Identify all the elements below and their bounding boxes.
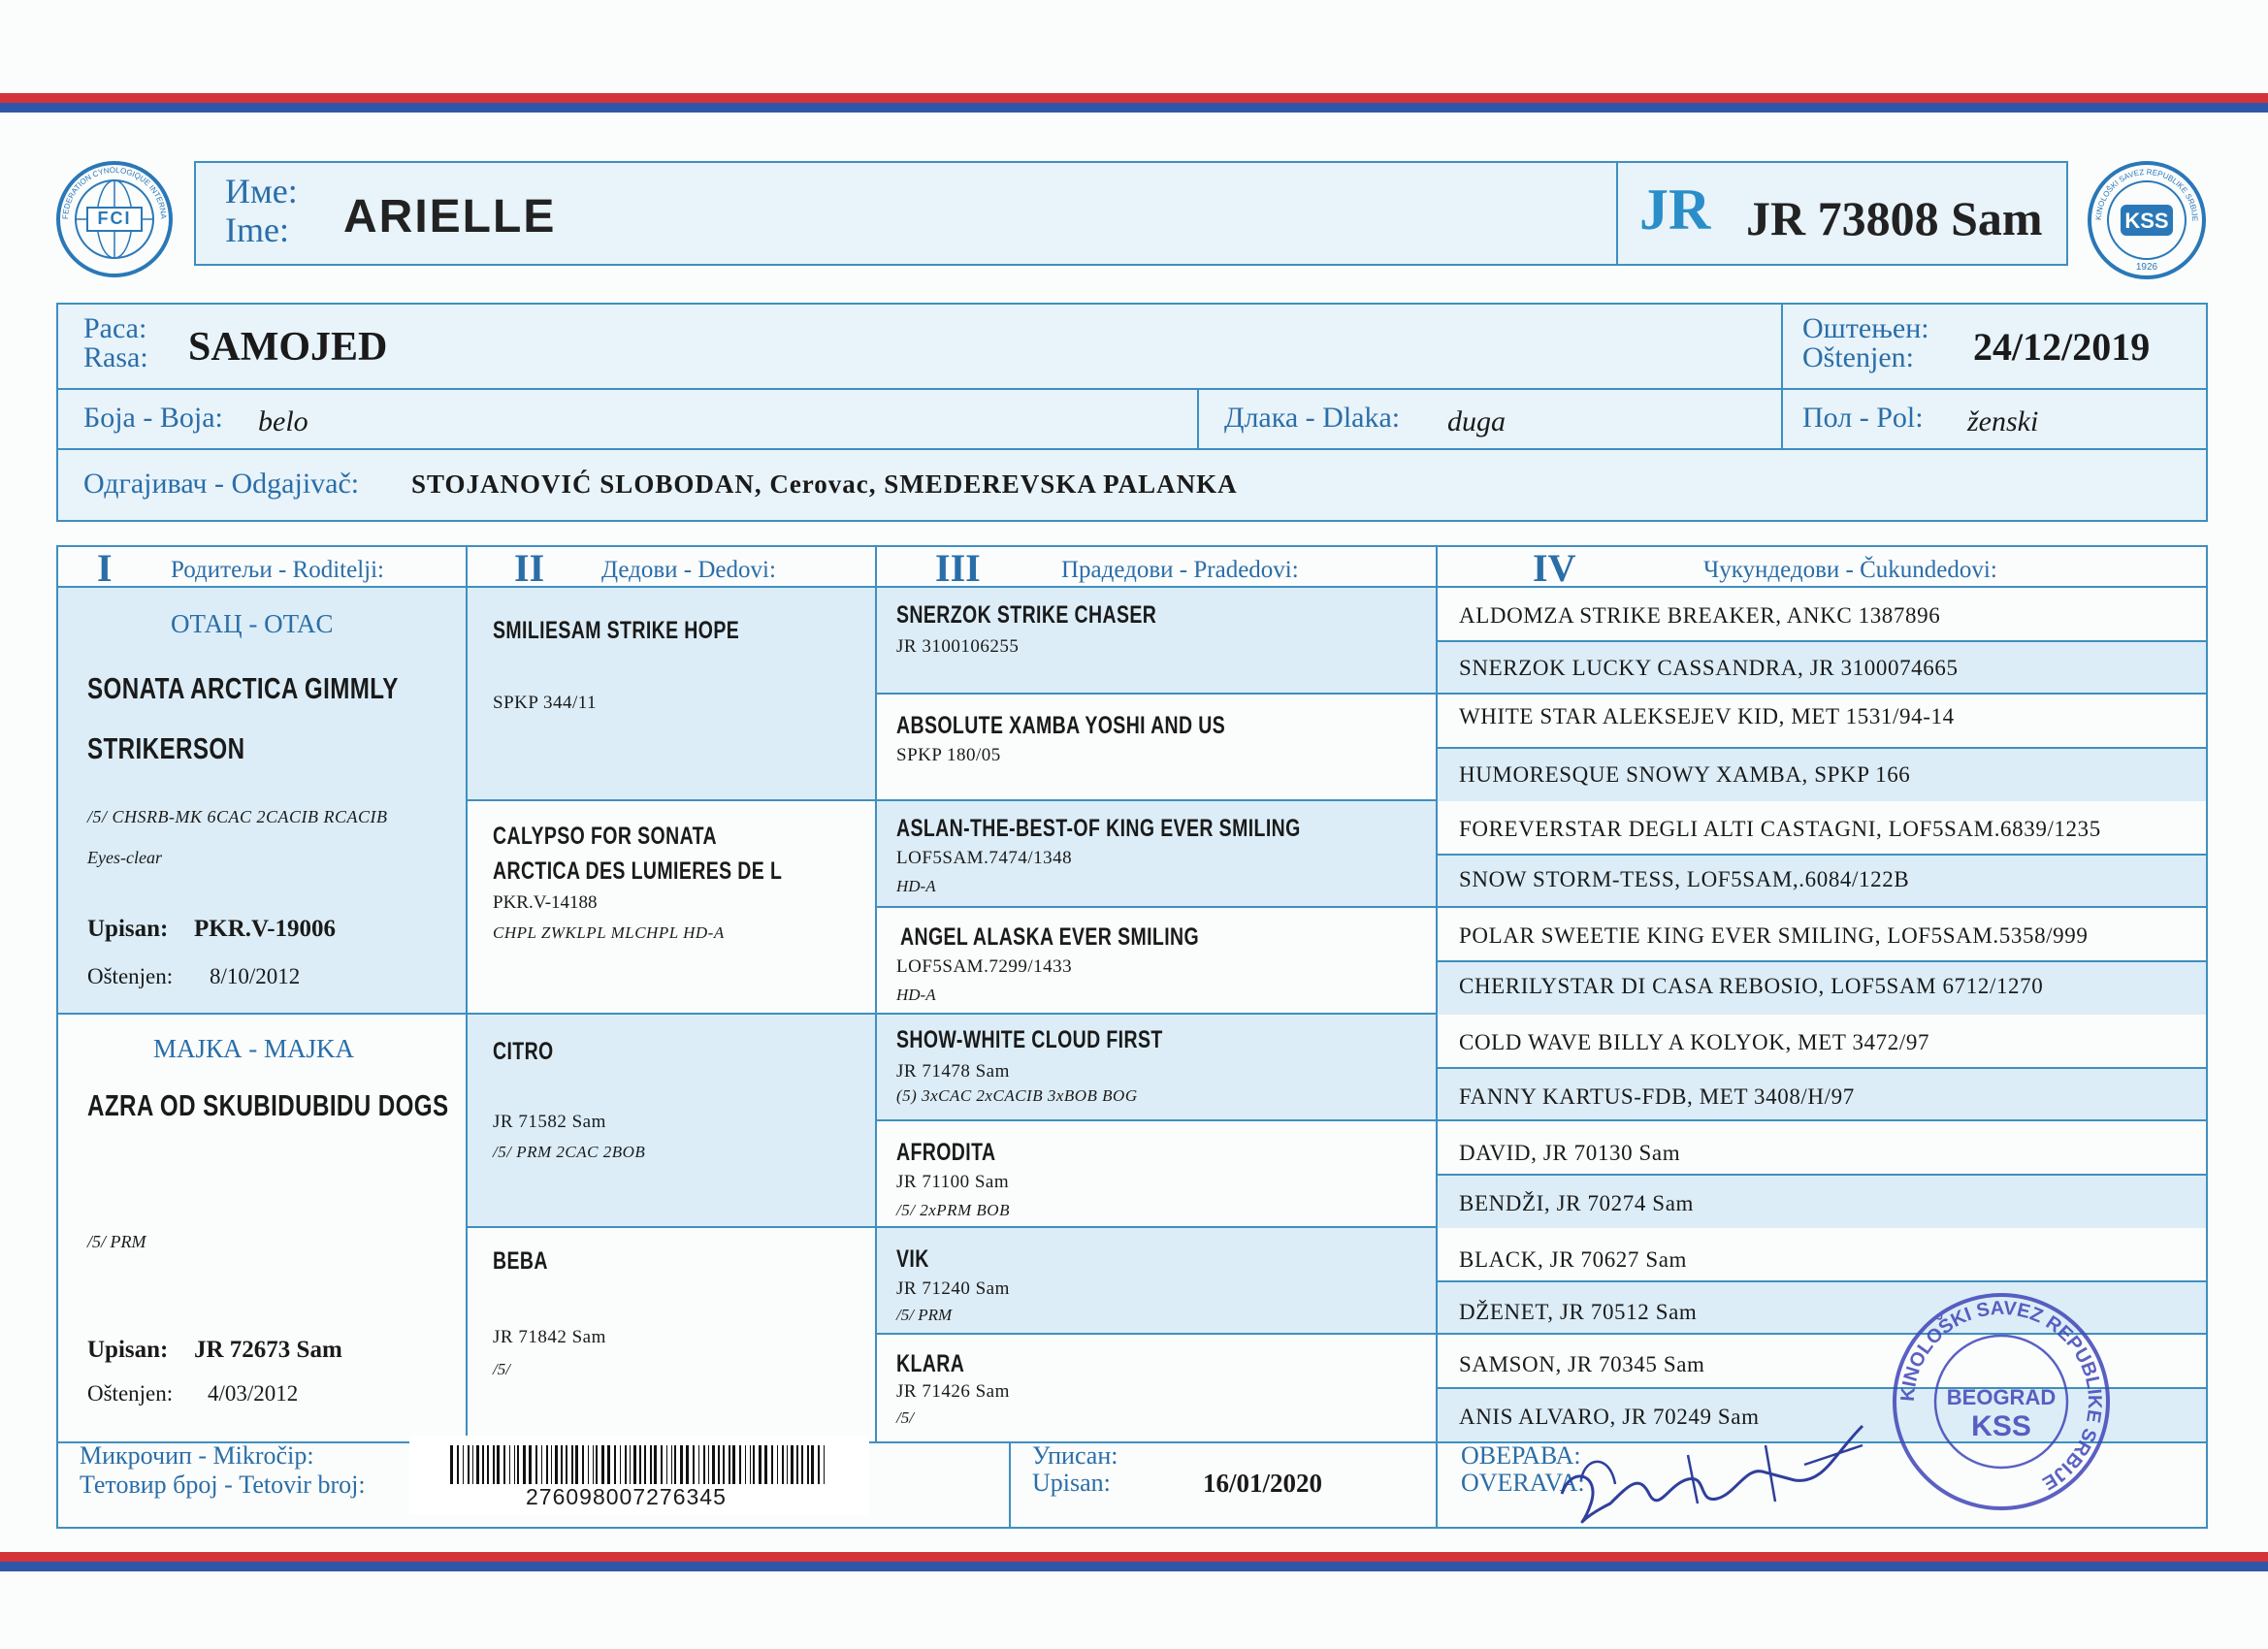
- g2-3-titles: /5/ PRM 2CAC 2BOB: [493, 1143, 646, 1161]
- sire-reg: PKR.V-19006: [194, 916, 337, 942]
- g3-4-titles: HD-A: [896, 986, 936, 1004]
- g3-divider-3: [875, 906, 2208, 908]
- barcode-bar: [753, 1445, 755, 1484]
- barcode-bar: [666, 1445, 667, 1484]
- g2-2-name-line2: ARCTICA DES LUMIERES DE L: [493, 857, 783, 885]
- g4-divider-7: [1436, 1280, 2208, 1282]
- barcode-bar: [654, 1445, 657, 1484]
- barcode-bar: [555, 1445, 558, 1484]
- sire-name-line1: SONATA ARCTICA GIMMLY: [87, 671, 399, 705]
- tattoo-label: Тетовир број - Tetovir broj:: [80, 1471, 366, 1499]
- barcode-bar: [764, 1445, 767, 1484]
- g4-divider-3: [1436, 854, 2208, 856]
- g4-11: DAVID, JR 70130 Sam: [1459, 1141, 1681, 1165]
- barcode-bar: [739, 1445, 741, 1484]
- barcode-bar: [824, 1445, 825, 1484]
- upisan-date: 16/01/2020: [1203, 1469, 1323, 1498]
- barcode-bar: [759, 1445, 761, 1484]
- name-label-lat: Ime:: [225, 210, 289, 249]
- barcode-bar: [582, 1445, 584, 1484]
- dam-reg: JR 72673 Sam: [194, 1337, 342, 1363]
- g2-1-reg: SPKP 344/11: [493, 693, 598, 713]
- barcode-bar: [732, 1445, 735, 1484]
- col1-label: Родитељи - Roditelji:: [171, 557, 385, 583]
- barcode-bar: [541, 1445, 542, 1484]
- g4-1: ALDOMZA STRIKE BREAKER, ANKC 1387896: [1459, 603, 1941, 628]
- g4-3: WHITE STAR ALEKSEJEV KID, MET 1531/94-14: [1459, 704, 1955, 728]
- info-row-line-1: [56, 388, 2208, 390]
- dam-titles: /5/ PRM: [87, 1232, 146, 1251]
- g4-divider-2: [1436, 747, 2208, 749]
- col-divider-2: [875, 545, 877, 1441]
- barcode-bar: [472, 1445, 473, 1484]
- overava-label-lat: OVERAVA:: [1461, 1469, 1585, 1497]
- barcode-bar: [620, 1445, 621, 1484]
- barcode-bar: [818, 1445, 820, 1484]
- sire-role: ОТАЦ - OTAC: [171, 609, 334, 638]
- barcode-bar: [575, 1445, 578, 1484]
- upisan-label-lat: Upisan:: [1032, 1469, 1111, 1497]
- g4-10: FANNY KARTUS-FDB, MET 3408/H/97: [1459, 1084, 1855, 1109]
- barcode-bar: [796, 1445, 798, 1484]
- col3-label: Прадедови - Pradedovi:: [1061, 557, 1299, 583]
- barcode-bar: [745, 1445, 746, 1484]
- bottom-stripe-blue: [0, 1562, 2268, 1571]
- barcode-bar: [807, 1445, 809, 1484]
- col3-num: III: [935, 546, 981, 590]
- g4-divider-4: [1436, 960, 2208, 962]
- g4-16: ANIS ALVARO, JR 70249 Sam: [1459, 1405, 1760, 1429]
- g2-4-name: BEBA: [493, 1247, 548, 1275]
- col-divider-1: [466, 545, 468, 1441]
- name-box-divider: [1616, 161, 1618, 266]
- g3-4-name: ANGEL ALASKA EVER SMILING: [900, 923, 1200, 951]
- barcode-bar: [551, 1445, 552, 1484]
- g3-7-titles: /5/ PRM: [896, 1306, 953, 1324]
- barcode-bar: [625, 1445, 627, 1484]
- col4-label: Чукундедови - Čukundedovi:: [1703, 557, 1997, 583]
- stamp-center: KSS: [1971, 1410, 2031, 1442]
- barcode-bar: [801, 1445, 803, 1484]
- barcode-bar: [693, 1445, 695, 1484]
- g3-3-titles: HD-A: [896, 877, 936, 895]
- barcode-bar: [514, 1445, 515, 1484]
- g4-6: SNOW STORM-TESS, LOF5SAM,.6084/122B: [1459, 867, 1910, 891]
- g2-divider-1: [466, 799, 1436, 801]
- col4-num: IV: [1533, 546, 1576, 590]
- barcode-bar: [497, 1445, 500, 1484]
- g4-divider-1: [1436, 640, 2208, 642]
- g3-7-reg: JR 71240 Sam: [896, 1278, 1010, 1299]
- breed-value: SAMOJED: [188, 325, 388, 370]
- barcode-bar: [639, 1445, 641, 1484]
- dam-born-label: Oštenjen:: [87, 1381, 174, 1406]
- dam-born: 4/03/2012: [208, 1381, 299, 1406]
- barcode: [409, 1436, 869, 1515]
- barcode-bar: [503, 1445, 505, 1484]
- g2-3-reg: JR 71582 Sam: [493, 1112, 606, 1132]
- sire-reg-label: Upisan:: [87, 916, 169, 942]
- pedigree-header-line: [56, 586, 2208, 588]
- barcode-bar: [650, 1445, 652, 1484]
- barcode-bar: [593, 1445, 594, 1484]
- g3-divider-5: [875, 1119, 2208, 1121]
- g3-7-name: VIK: [896, 1245, 929, 1273]
- info-coat-divider: [1197, 388, 1199, 448]
- g3-6-reg: JR 71100 Sam: [896, 1172, 1010, 1192]
- barcode-bar: [523, 1445, 526, 1484]
- sire-health: Eyes-clear: [87, 848, 162, 867]
- stamp-ring-text: KINOLOŠKI SAVEZ REPUBLIKE SRBIJE: [1896, 1297, 2106, 1494]
- col2-num: II: [514, 546, 545, 590]
- barcode-bar: [468, 1445, 470, 1484]
- top-stripe-blue: [0, 103, 2268, 113]
- sire-born-label: Oštenjen:: [87, 964, 174, 988]
- g3-1-reg: JR 3100106255: [896, 636, 1020, 657]
- breed-label-lat: Rasa:: [83, 341, 148, 373]
- signature: [1542, 1387, 1911, 1542]
- g3-3-name: ASLAN-THE-BEST-OF KING EVER SMILING: [896, 815, 1301, 842]
- barcode-bar: [723, 1445, 725, 1484]
- barcode-bar: [680, 1445, 683, 1484]
- g3-4-reg: LOF5SAM.7299/1433: [896, 956, 1073, 977]
- g4-2: SNERZOK LUCKY CASSANDRA, JR 3100074665: [1459, 656, 1959, 680]
- g4-4: HUMORESQUE SNOWY XAMBA, SPKP 166: [1459, 762, 1911, 787]
- fci-ring-text: FEDERATION CYNOLOGIQUE INTERNA: [60, 165, 169, 220]
- barcode-bar: [644, 1445, 646, 1484]
- upisan-label-cyr: Уписан:: [1032, 1441, 1118, 1470]
- coat-label: Длака - Dlaka:: [1224, 402, 1401, 434]
- barcode-bar: [712, 1445, 715, 1484]
- g3-3-reg: LOF5SAM.7474/1348: [896, 848, 1073, 868]
- barcode-bar: [750, 1445, 751, 1484]
- barcode-bar: [457, 1445, 459, 1484]
- barcode-bar: [588, 1445, 589, 1484]
- breeder-label: Одгајивач - Odgajivač:: [83, 468, 360, 500]
- g4-8: CHERILYSTAR DI CASA REBOSIO, LOF5SAM 6712/1270: [1459, 974, 2044, 998]
- barcode-bar: [633, 1445, 636, 1484]
- g3-2-name: ABSOLUTE XAMBA YOSHI AND US: [896, 712, 1226, 739]
- breeder-value: STOJANOVIĆ SLOBODAN, Cerovac, SMEDEREVSKA PALANKA: [411, 469, 1238, 499]
- overava-label-cyr: ОВЕРАВА:: [1461, 1441, 1581, 1470]
- barcode-bar: [729, 1445, 730, 1484]
- g2-2-titles: CHPL ZWKLPL MLCHPL HD-A: [493, 923, 725, 942]
- stamp-city: BEOGRAD: [1946, 1385, 2057, 1409]
- footer-divider: [1009, 1441, 1011, 1529]
- barcode-bar: [566, 1445, 567, 1484]
- barcode-bar: [476, 1445, 479, 1484]
- barcode-bar: [777, 1445, 778, 1484]
- color-value: belo: [258, 405, 308, 437]
- sire-name-line2: STRIKERSON: [87, 731, 245, 765]
- g2-1-name: SMILIESAM STRIKE HOPE: [493, 617, 740, 644]
- barcode-bar: [698, 1445, 699, 1484]
- barcode-bar: [509, 1445, 510, 1484]
- g2-divider-3: [466, 1226, 1436, 1228]
- barcode-bar: [686, 1445, 689, 1484]
- g4-5: FOREVERSTAR DEGLI ALTI CASTAGNI, LOF5SAM.6839/1235: [1459, 817, 2101, 841]
- sex-value: ženski: [1967, 405, 2039, 437]
- dam-reg-label: Upisan:: [87, 1337, 169, 1363]
- barcode-bar: [535, 1445, 537, 1484]
- barcode-bar: [493, 1445, 495, 1484]
- g2-2-reg: PKR.V-14188: [493, 892, 598, 913]
- reg-number: JR 73808 Sam: [1746, 191, 2043, 245]
- g3-5-reg: JR 71478 Sam: [896, 1061, 1010, 1082]
- kss-stamp: [1890, 1290, 2113, 1513]
- g3-2-reg: SPKP 180/05: [896, 745, 1001, 765]
- barcode-bar: [529, 1445, 532, 1484]
- g3-8-name: KLARA: [896, 1350, 965, 1377]
- born-label-lat: Oštenjen:: [1802, 341, 1914, 373]
- g4-14: DŽENET, JR 70512 Sam: [1459, 1300, 1698, 1324]
- sex-label: Пол - Pol:: [1802, 402, 1924, 434]
- barcode-bar: [708, 1445, 709, 1484]
- sire-titles: /5/ CHSRB-MK 6CAC 2CACIB RCACIB: [87, 807, 388, 826]
- kss-year: 1926: [2135, 262, 2158, 273]
- g4-9: COLD WAVE BILLY A KOLYOK, MET 3472/97: [1459, 1030, 1930, 1054]
- g3-6-name: AFRODITA: [896, 1139, 996, 1166]
- chip-label: Микрочип - Mikročip:: [80, 1441, 314, 1470]
- bottom-stripe-red: [0, 1552, 2268, 1562]
- barcode-bar: [463, 1445, 464, 1484]
- breed-label-cyr: Раса:: [83, 312, 147, 344]
- g4-divider-5: [1436, 1067, 2208, 1069]
- barcode-bar: [811, 1445, 814, 1484]
- fci-logo: [54, 159, 175, 279]
- g4-15: SAMSON, JR 70345 Sam: [1459, 1352, 1705, 1376]
- g3-6-titles: /5/ 2xPRM BOB: [896, 1201, 1010, 1219]
- barcode-bar: [571, 1445, 573, 1484]
- name-label-cyr: Име:: [225, 172, 298, 210]
- g3-5-name: SHOW-WHITE CLOUD FIRST: [896, 1026, 1163, 1053]
- barcode-bar: [782, 1445, 784, 1484]
- g4-7: POLAR SWEETIE KING EVER SMILING, LOF5SAM.5358/999: [1459, 923, 2089, 948]
- fci-logo-text: FCI: [97, 209, 132, 228]
- barcode-bar: [674, 1445, 676, 1484]
- barcode-bar: [450, 1445, 453, 1484]
- top-stripe-red: [0, 93, 2268, 103]
- barcode-bar: [630, 1445, 631, 1484]
- g4-12: BENDŽI, JR 70274 Sam: [1459, 1191, 1694, 1215]
- dam-role: МАЈКА - MAJKA: [153, 1034, 355, 1063]
- barcode-number: 276098007276345: [526, 1484, 727, 1509]
- barcode-bar: [614, 1445, 616, 1484]
- barcode-bar: [671, 1445, 672, 1484]
- dam-name: AZRA OD SKUBIDUBIDU DOGS: [87, 1088, 449, 1122]
- g3-8-titles: /5/: [896, 1408, 914, 1427]
- barcode-bar: [596, 1445, 598, 1484]
- barcode-bar: [517, 1445, 519, 1484]
- barcode-bar: [601, 1445, 604, 1484]
- born-label-cyr: Оштењен:: [1802, 312, 1929, 344]
- reg-prefix: JR: [1639, 178, 1711, 242]
- kss-logo: [2086, 159, 2208, 281]
- barcode-bar: [787, 1445, 788, 1484]
- g4-13: BLACK, JR 70627 Sam: [1459, 1247, 1688, 1272]
- coat-value: duga: [1447, 405, 1506, 437]
- kss-logo-text: KSS: [2124, 209, 2169, 233]
- g3-5-titles: (5) 3xCAC 2xCACIB 3xBOB BOG: [896, 1086, 1138, 1105]
- barcode-bar: [561, 1445, 563, 1484]
- barcode-bar: [791, 1445, 794, 1484]
- barcode-bar: [607, 1445, 610, 1484]
- g3-1-name: SNERZOK STRIKE CHASER: [896, 601, 1157, 629]
- barcode-bar: [661, 1445, 663, 1484]
- parents-divider: [56, 1013, 1438, 1015]
- dog-name: ARIELLE: [343, 191, 557, 242]
- color-label: Боја - Boja:: [83, 402, 223, 434]
- barcode-bar: [546, 1445, 548, 1484]
- col1-num: I: [97, 546, 113, 590]
- barcode-bar: [703, 1445, 705, 1484]
- info-row-line-2: [56, 448, 2208, 450]
- col2-label: Дедови - Dedovi:: [601, 557, 776, 583]
- barcode-bar: [487, 1445, 489, 1484]
- barcode-bar: [771, 1445, 773, 1484]
- sire-born: 8/10/2012: [210, 964, 301, 988]
- kss-ring-text: KINOLOŠKI SAVEZ REPUBLIKE SRBIJE: [2093, 167, 2200, 222]
- barcode-bar: [718, 1445, 720, 1484]
- g2-4-titles: /5/: [493, 1360, 510, 1378]
- info-born-divider: [1781, 303, 1783, 448]
- g3-8-reg: JR 71426 Sam: [896, 1381, 1010, 1402]
- born-value: 24/12/2019: [1973, 325, 2151, 369]
- barcode-bar: [482, 1445, 484, 1484]
- g2-2-name-line1: CALYPSO FOR SONATA: [493, 823, 717, 850]
- g2-3-name: CITRO: [493, 1038, 554, 1065]
- g3-divider-1: [875, 693, 2208, 695]
- g2-4-reg: JR 71842 Sam: [493, 1327, 606, 1347]
- g4-divider-6: [1436, 1174, 2208, 1176]
